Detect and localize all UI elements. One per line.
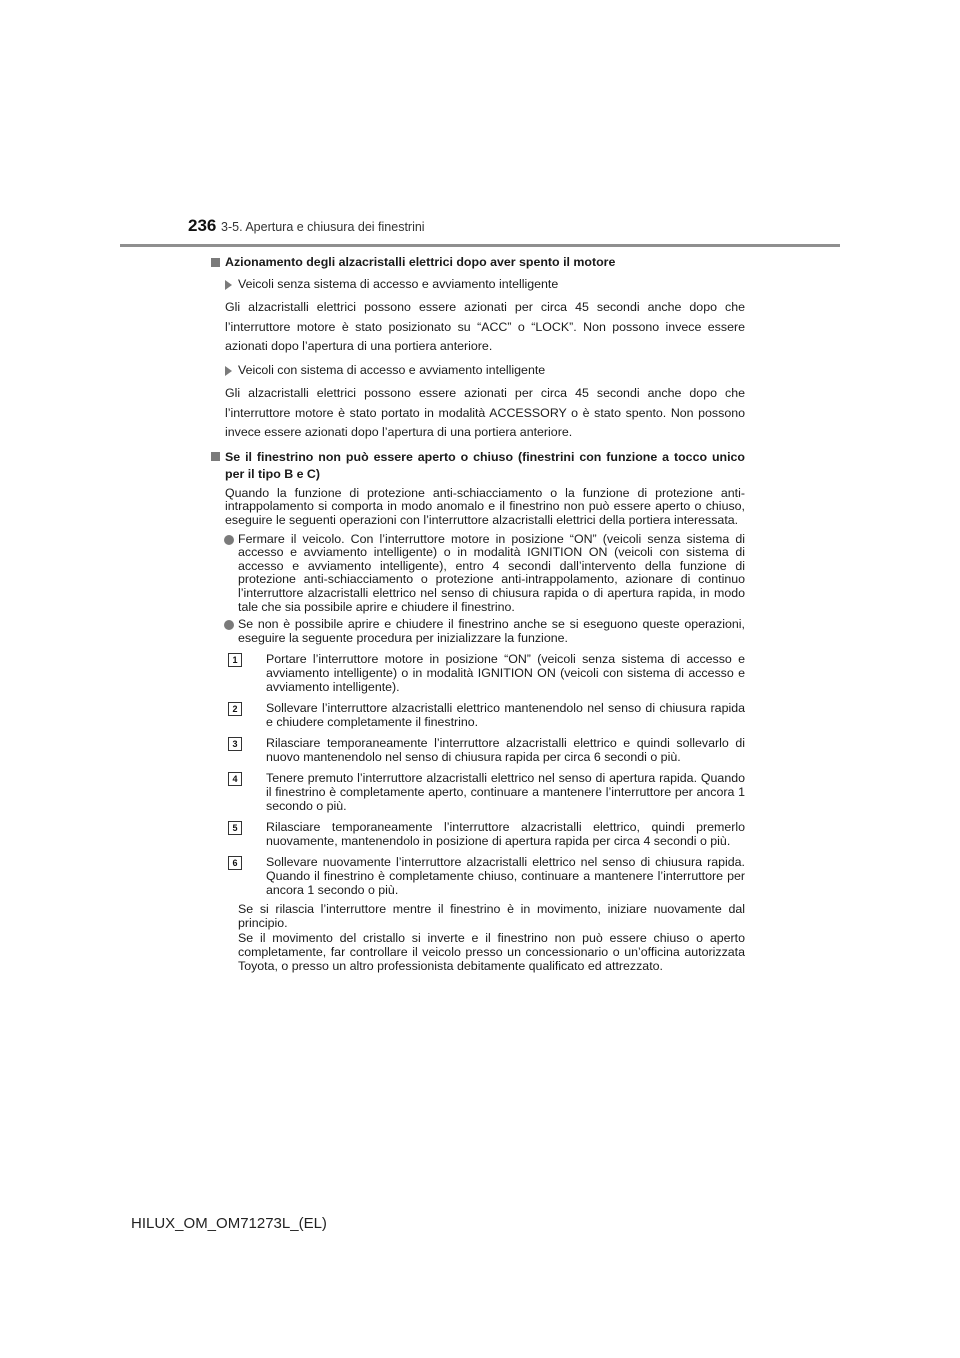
step-item [210,702,745,729]
heading-text: Se il finestrino non può essere aperto o chiuso (finestrini con funzione a tocco unico per il tipo B e C) [225,449,745,481]
triangle-arrow-icon [225,366,232,376]
step-number-badge: 2 [228,702,242,716]
step-item [210,856,745,897]
step-text: Tenere premuto l’interruttore alzacristalli elettrico nel senso di apertura rapida. Quando il finestrino è completamente aperto, continuare a mantenere l’interruttore per ancora 1 secondo o più. [266,771,745,813]
heading-text: Azionamento degli alzacristalli elettrici dopo aver spento il motore [225,255,616,269]
paragraph: Gli alzacristalli elettrici possono essere azionati per circa 45 secondi anche dopo che l’interruttore motore è stato posizionato su “ACC” o “LOCK”. Non possono invece essere azionati dopo l’apertura di una portiera anteriore. [225,300,745,354]
step-item [210,772,745,813]
step-number-badge: 4 [228,772,242,786]
step-item [210,821,745,848]
step-text: Sollevare l’interruttore alzacristalli elettrico mantenendolo nel senso di chiusura rapida e chiudere completamente il finestrino. [266,701,745,729]
step-number-badge: 6 [228,856,242,870]
section-title: 3-5. Apertura e chiusura dei finestrini [221,220,425,234]
bullet-text: Fermare il veicolo. Con l’interruttore motore in posizione “ON” (veicoli senza sistema di accesso e avviamento intelligente) o in modalità IGNITION ON (veicoli con sistema di accesso e avviamento intelligente), entro 4 secondi dall’intervento della funzione di protezione anti-schiacciamento o protezione anti-intrappolamento, azionare di continuo l’interruttore alzacristalli elettrico nel senso di chiusura rapida o di apertura rapida, in modo tale che sia possibile aprire e chiudere il finestrino. [238,531,745,614]
section-heading [210,449,745,483]
bullet-text: Se non è possibile aprire e chiudere il finestrino anche se si eseguono queste operazioni, eseguire la seguente procedura per inizializzare la funzione. [238,617,745,645]
circle-bullet-icon [224,535,234,545]
page-header [188,216,748,246]
step-text: Rilasciare temporaneamente l’interruttore alzacristalli elettrico, quindi premerlo nuovamente, mantenendolo in posizione di apertura rapida per circa 4 secondi o più. [266,820,745,848]
header-divider [120,244,840,247]
section-heading [210,255,745,271]
subheading [210,363,745,379]
page-number: 236 [188,216,217,235]
step-text: Sollevare nuovamente l’interruttore alzacristalli elettrico nel senso di chiusura rapida. Quando il finestrino è completamente chiuso, continuare a mantenere l’interruttore per ancora 1 secondo o più. [266,855,745,897]
step-item [210,653,745,694]
step-item [210,737,745,764]
subheading [210,277,745,293]
square-bullet-icon [211,258,220,267]
note-paragraph: Se si rilascia l’interruttore mentre il finestrino è in movimento, iniziare nuovamente dal principio. [238,902,745,930]
paragraph: Gli alzacristalli elettrici possono essere azionati per circa 45 secondi anche dopo che l’interruttore motore è stato portato in modalità ACCESSORY o è stato spento. Non possono invece essere azionati dopo l’apertura di una portiera anteriore. [225,386,745,440]
step-number-badge: 3 [228,737,242,751]
square-bullet-icon [211,452,220,461]
step-text: Portare l’interruttore motore in posizione “ON” (veicoli senza sistema di accesso e avviamento intelligente) o in modalità IGNITION ON (veicoli con sistema di accesso e avviamento intelligente). [266,652,745,694]
step-text: Rilasciare temporaneamente l’interruttore alzacristalli elettrico e quindi sollevarlo di nuovo mantenendolo nel senso di chiusura rapida per circa 6 secondi o più. [266,736,745,764]
bullet-item [210,618,745,645]
document-code: HILUX_OM_OM71273L_(EL) [131,1215,327,1232]
subheading-text: Veicoli con sistema di accesso e avviamento intelligente [238,362,546,377]
circle-bullet-icon [224,620,234,630]
page-content [210,255,745,973]
triangle-arrow-icon [225,280,232,290]
step-number-badge: 5 [228,821,242,835]
bullet-item [210,533,745,615]
step-number-badge: 1 [228,653,242,667]
intro-paragraph: Quando la funzione di protezione anti-schiacciamento o la funzione di protezione anti-intrappolamento si comporta in modo anomalo e il finestrino non può essere aperto o chiuso, eseguire le seguenti operazioni con l’interruttore alzacristalli elettrici della portiera interessata. [225,485,745,527]
subheading-text: Veicoli senza sistema di accesso e avviamento intelligente [238,276,559,291]
note-paragraph: Se il movimento del cristallo si inverte e il finestrino non può essere chiuso o aperto completamente, far controllare il veicolo presso un concessionario o un’officina autorizzata Toyota, o presso un altro professionista debitamente qualificato ed attrezzato. [238,931,745,973]
